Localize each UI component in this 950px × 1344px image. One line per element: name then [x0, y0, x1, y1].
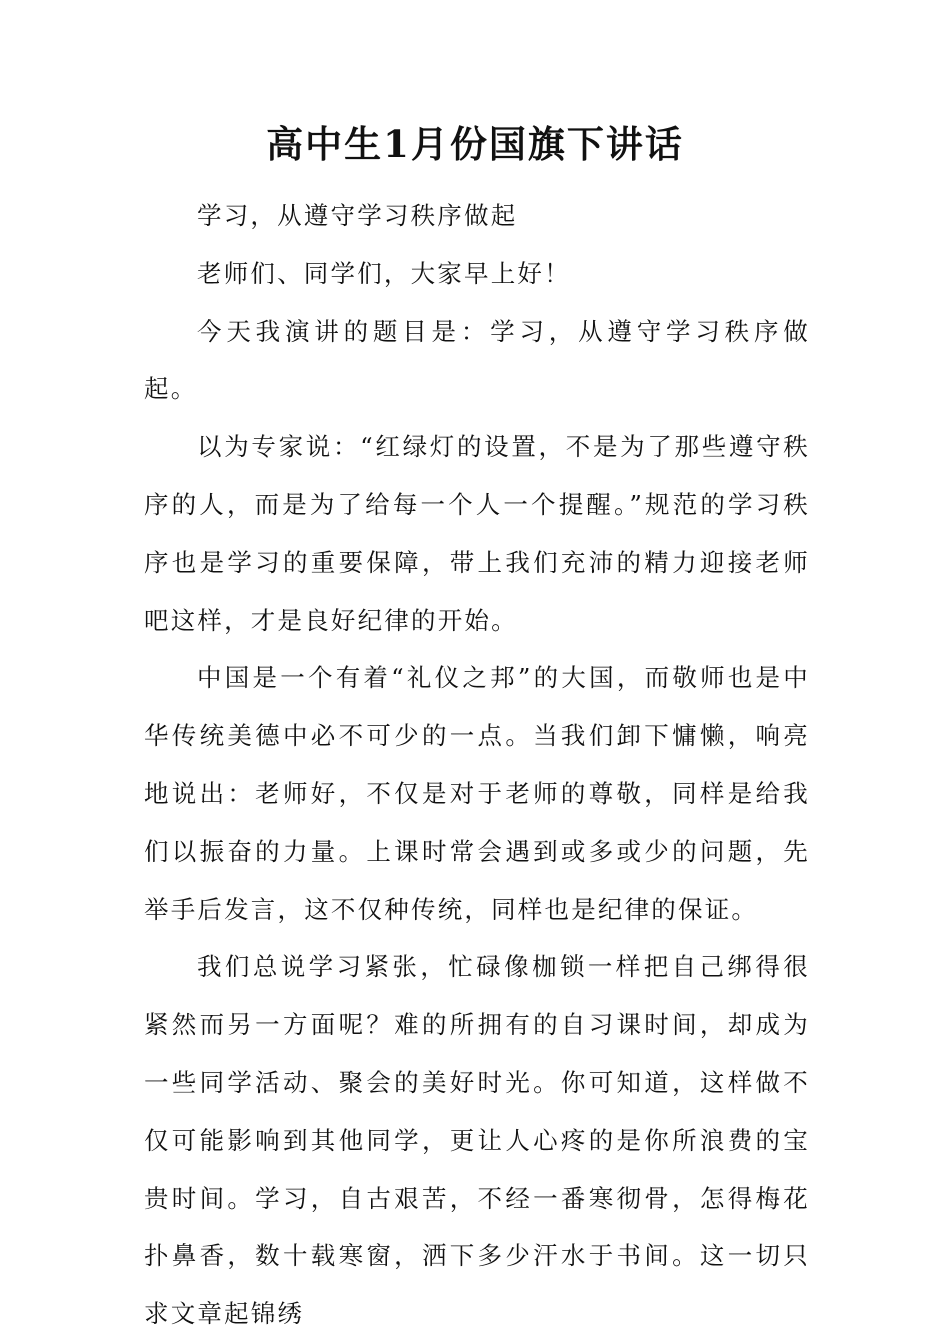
body-paragraph: 中国是一个有着“礼仪之邦”的大国，而敬师也是中华传统美德中必不可少的一点。当我们卸下慵懒，响亮地说出：老师好，不仅是对于老师的尊敬，同样是给我们以振奋的力量。上课时常会遇到或多或少的问题，先举手后发言，这不仅种传统，同样也是纪律的保证。 — [144, 663, 810, 924]
topic-paragraph: 今天我演讲的题目是：学习，从遵守学习秩序做起。 — [144, 316, 810, 404]
body-paragraph: 以为专家说：“红绿灯的设置，不是为了那些遵守秩序的人，而是为了给每一个人一个提醒。”规范的学习秩序也是学习的重要保障，带上我们充沛的精力迎接老师吧这样，才是良好纪律的开始。 — [144, 432, 810, 635]
subtitle-paragraph: 学习，从遵守学习秩序做起 — [197, 201, 518, 230]
body-paragraph: 我们总说学习紧张，忙碌像枷锁一样把自己绑得很紧然而另一方面呢？难的所拥有的自习课时间，却成为一些同学活动、聚会的美好时光。你可知道，这样做不仅可能影响到其他同学，更让人心疼的是你所浪费的宝贵时间。学习，自古艰苦，不经一番寒彻骨，怎得梅花扑鼻香，数十载寒窗，洒下多少汗水于书间。这一切只求文章起锦绣 — [144, 952, 810, 1329]
document-title: 高中生1月份国旗下讲话 — [266, 122, 684, 166]
greeting-paragraph: 老师们、同学们，大家早上好！ — [197, 258, 571, 288]
document-body — [144, 187, 810, 1343]
